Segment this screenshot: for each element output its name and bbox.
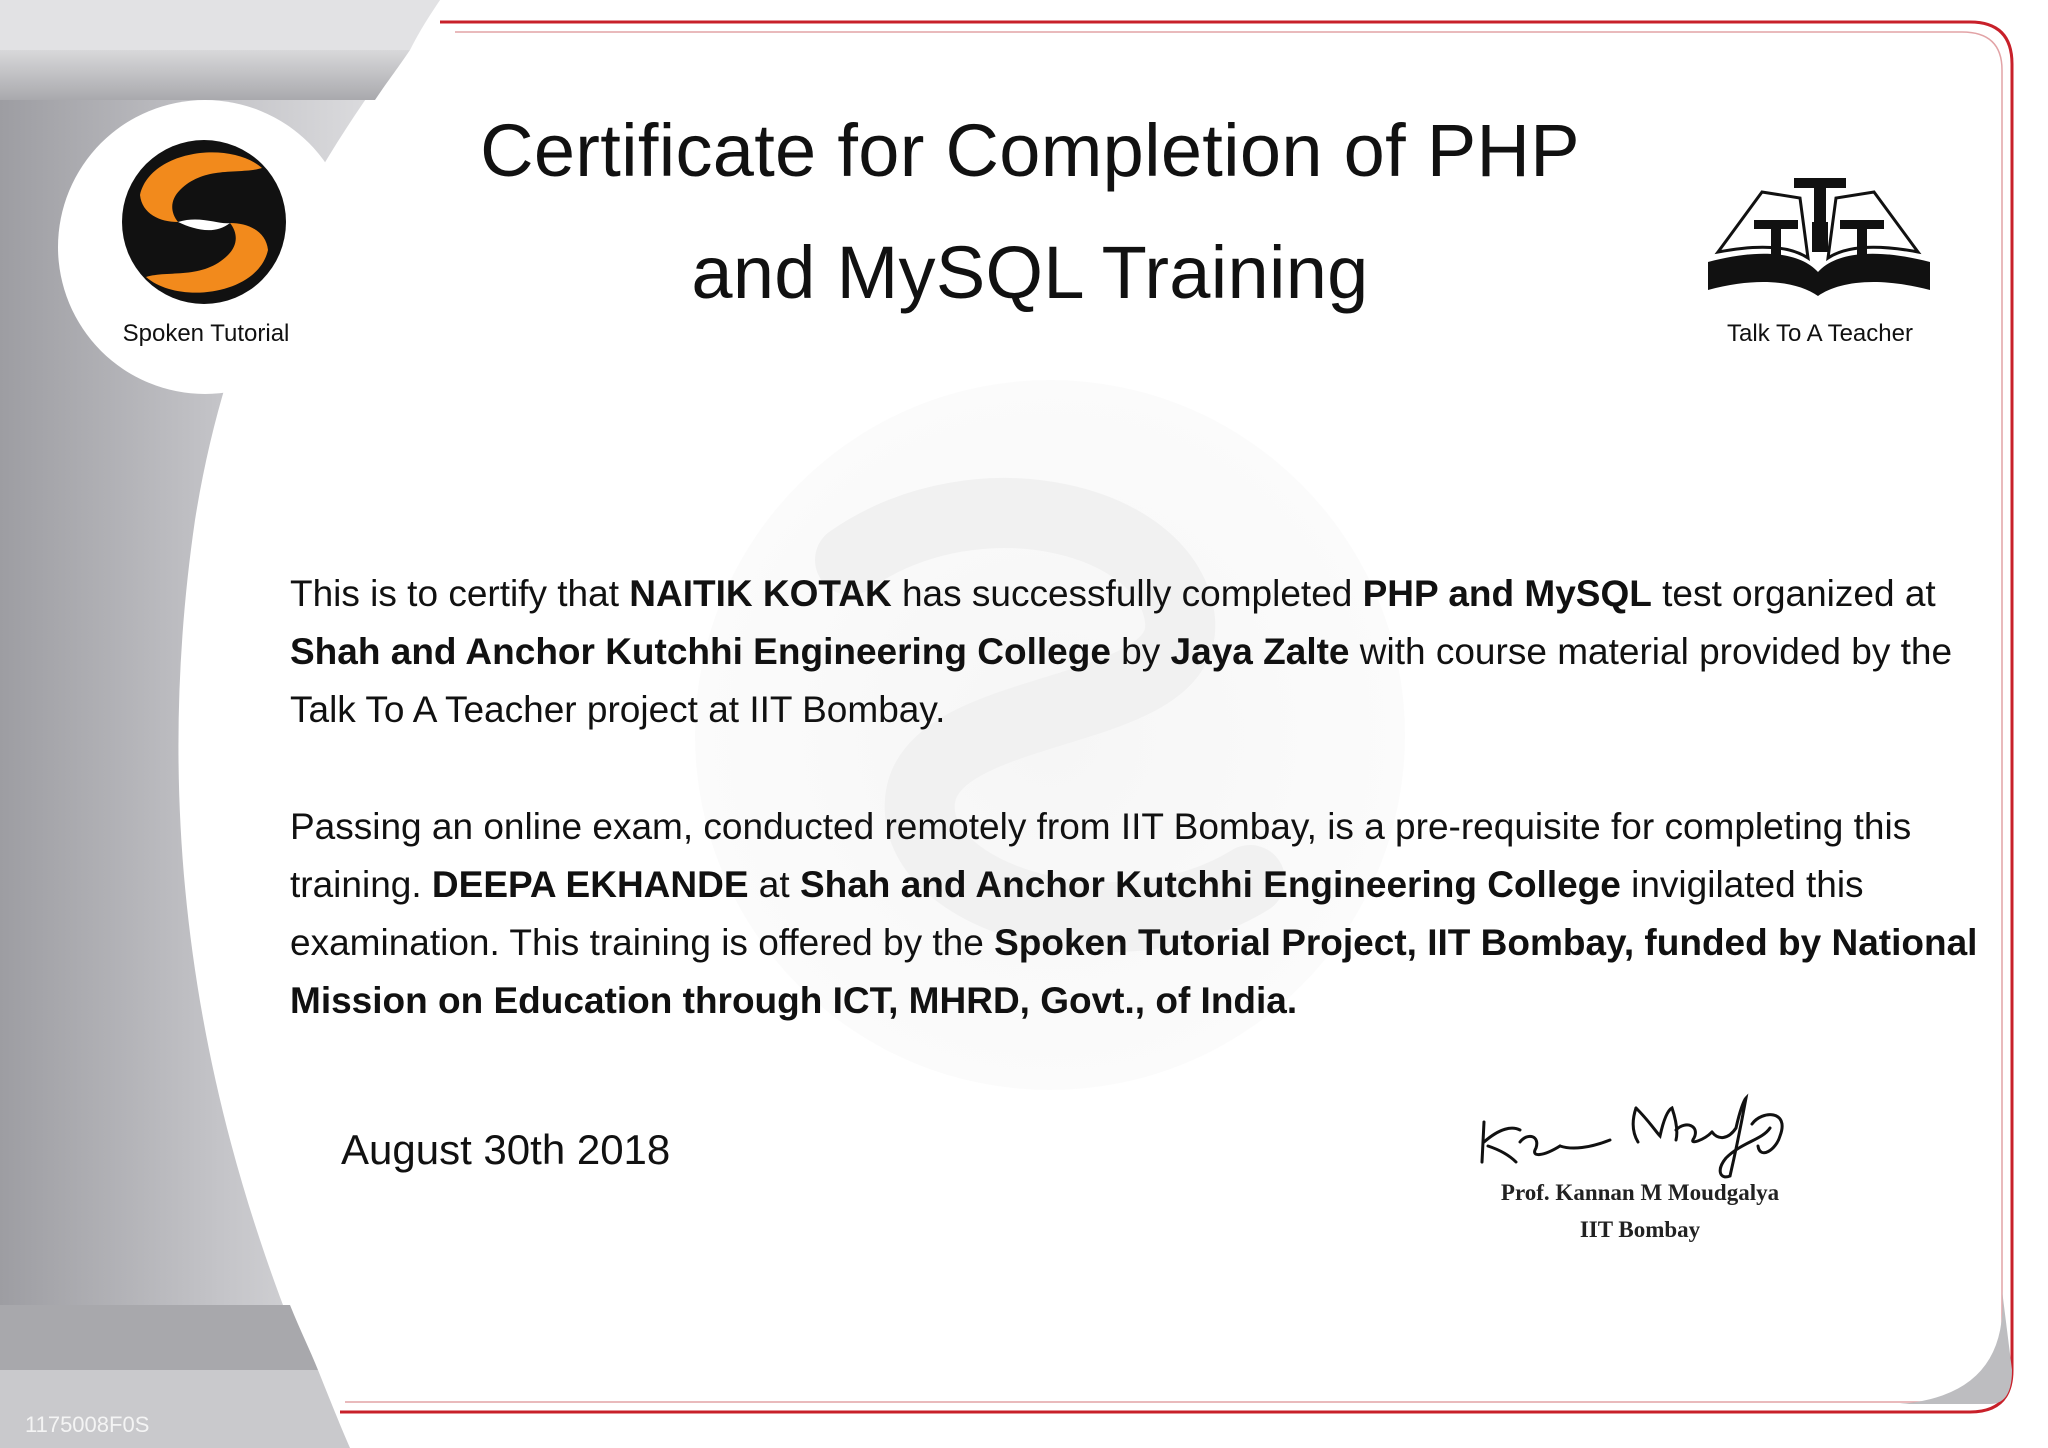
para1-text-1: This is to certify that (290, 573, 630, 614)
invigilator-name: DEEPA EKHANDE (431, 864, 749, 905)
signatory-institution: IIT Bombay (1579, 1217, 1701, 1242)
signature-scribble (1482, 1098, 1782, 1177)
certificate-title-line2: and MySQL Training (691, 231, 1369, 314)
talk-to-teacher-logo-mark (1708, 178, 1930, 296)
para1-text-5: with course material provided by the Talk To A Teacher project at IIT Bombay. (290, 631, 1953, 730)
spoken-tutorial-logo-mark (122, 140, 286, 304)
certificate-title-line1: Certificate for Completion of PHP (480, 109, 1580, 192)
corner-shadow (1900, 1290, 2012, 1404)
para1-text-2: has successfully completed (891, 573, 1363, 614)
exam-paragraph (290, 798, 1990, 1030)
talk-to-teacher-caption: Talk To A Teacher (1727, 320, 1913, 347)
para2-text-3: invigilated this examination. This training is offered by the (290, 864, 1864, 963)
spoken-tutorial-caption: Spoken Tutorial (122, 320, 290, 347)
student-name: NAITIK KOTAK (629, 573, 892, 614)
certificate-serial: 1175008F0S (25, 1412, 150, 1437)
para2-text-1: Passing an online exam, conducted remotely from IIT Bombay, is a pre-requisite for completing this training. (290, 806, 1912, 905)
certification-paragraph (290, 565, 1990, 739)
funding-statement: Spoken Tutorial Project, IIT Bombay, funded by National Mission on Education through ICT, MHRD, Govt., of India. (290, 922, 1978, 1021)
invigilation-college: Shah and Anchor Kutchhi Engineering College (799, 864, 1621, 905)
college-name: Shah and Anchor Kutchhi Engineering College (290, 631, 1111, 672)
course-name: PHP and MySQL (1362, 573, 1652, 614)
para1-text-4: by (1110, 631, 1171, 672)
organizer-name: Jaya Zalte (1170, 631, 1350, 672)
para1-text-3: test organized at (1651, 573, 1936, 614)
para2-text-2: at (748, 864, 800, 905)
top-band-dark (0, 50, 410, 100)
signatory-name: Prof. Kannan M Moudgalya (1500, 1180, 1780, 1205)
certificate-date: August 30th 2018 (341, 1126, 671, 1173)
bottom-band-dark (0, 1305, 318, 1370)
top-band-stripe (0, 0, 440, 50)
